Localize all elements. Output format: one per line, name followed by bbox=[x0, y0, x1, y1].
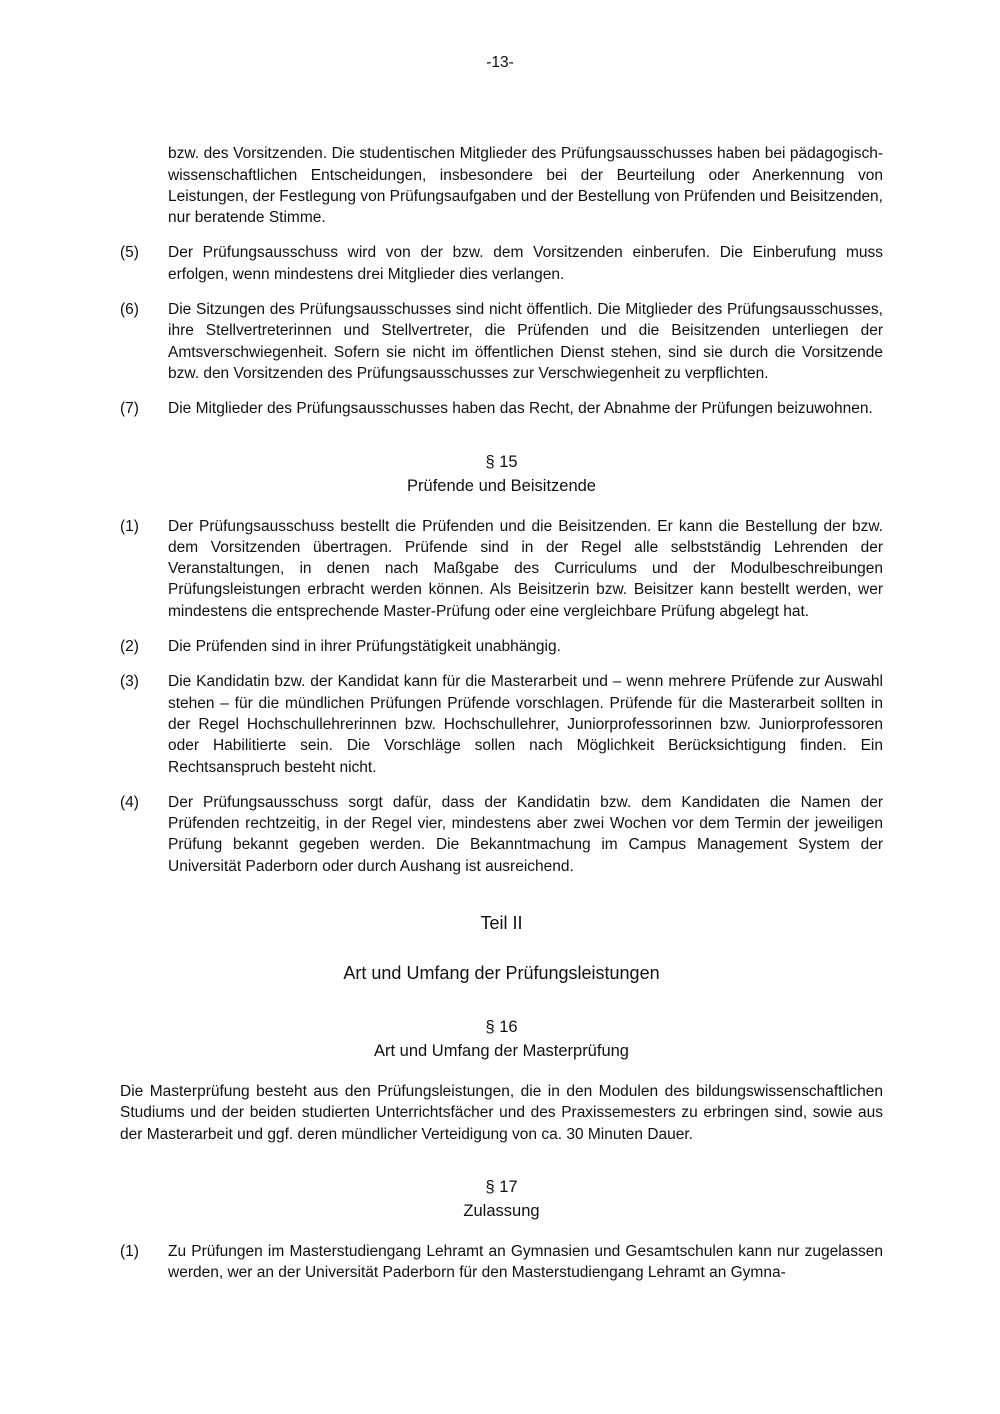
section-title: Prüfende und Beisitzende bbox=[407, 476, 596, 495]
list-item-17-1 bbox=[120, 1241, 883, 1284]
section-heading-17 bbox=[120, 1175, 883, 1223]
list-item-6 bbox=[120, 299, 883, 384]
item-number: (7) bbox=[120, 400, 139, 418]
page-number: -13- bbox=[486, 54, 514, 71]
paragraph-intro-16: Die Masterprüfung besteht aus den Prüfungsleistungen, die in den Modulen des bildungswissenschaftlichen Studiums und der beiden studierten Unterrichtsfächer und des Praxissemesters zu erbringen sind, sowie aus der Masterarbeit und ggf. deren mündlicher Verteidigung von ca. 30 Minuten Dauer. bbox=[120, 1083, 883, 1143]
section-number: § 16 bbox=[485, 1018, 518, 1037]
item-number: (3) bbox=[120, 673, 139, 691]
item-number: (5) bbox=[120, 244, 139, 262]
item-text: Zu Prüfungen im Masterstudiengang Lehramt an Gymnasien und Gesamtschulen kann nur zugelassen werden, wer an der Universität Paderborn für den Masterstudiengang Lehramt an Gymna- bbox=[168, 1242, 883, 1282]
list-item-15-1 bbox=[120, 516, 883, 622]
item-number: (1) bbox=[120, 517, 139, 535]
item-text: Die Mitglieder des Prüfungsausschusses haben das Recht, der Abnahme der Prüfungen beizuwohnen. bbox=[168, 400, 873, 418]
section-title: Zulassung bbox=[463, 1201, 540, 1220]
section-number: § 15 bbox=[485, 452, 518, 471]
item-number: (6) bbox=[120, 301, 139, 319]
section-heading-16 bbox=[120, 1015, 883, 1063]
section-number: § 17 bbox=[485, 1177, 518, 1196]
part-heading: Teil II bbox=[480, 913, 523, 934]
section-title: Art und Umfang der Masterprüfung bbox=[374, 1042, 629, 1061]
document-body bbox=[120, 143, 883, 1283]
item-text: Der Prüfungsausschuss wird von der bzw. dem Vorsitzenden einberufen. Die Einberufung muss erfolgen, wenn mindestens drei Mitglieder dies verlangen. bbox=[168, 244, 883, 283]
list-item-15-2 bbox=[120, 636, 883, 657]
item-text: Die Sitzungen des Prüfungsausschusses sind nicht öffentlich. Die Mitglieder des Prüfungsausschusses, ihre Stellvertreterinnen und Stellvertreter, die Prüfenden und die Beisitzenden unterliegen der Amtsverschwiegenheit. Sofern sie nicht im öffentlichen Dienst stehen, sind sie durch die Vorsitzende bzw. den Vorsitzenden des Prüfungsausschusses zur Verschwiegenheit zu verpflichten. bbox=[168, 301, 883, 382]
list-item-15-4 bbox=[120, 792, 883, 877]
part-subtitle: Art und Umfang der Prüfungsleistungen bbox=[343, 963, 660, 984]
list-item-5 bbox=[120, 242, 883, 285]
item-text: Die Prüfenden sind in ihrer Prüfungstätigkeit unabhängig. bbox=[168, 638, 561, 656]
item-number: (4) bbox=[120, 793, 139, 811]
list-item-15-3 bbox=[120, 671, 883, 777]
section-heading-15 bbox=[120, 450, 883, 498]
list-item-7 bbox=[120, 398, 883, 419]
item-text: Der Prüfungsausschuss bestellt die Prüfenden und die Beisitzenden. Er kann die Bestellung der bzw. dem Vorsitzenden übertragen. Prüfende sind in der Regel alle selbstständig Lehrenden der Veranstaltungen, in denen nach Maßgabe des Curriculums und der Modulbeschreibungen Prüfungsleistungen erbracht werden können. Als Beisitzerin bzw. Beisitzer kann bestellt werden, wer mindestens die entsprechende Master-Prüfung oder eine vergleichbare Prüfung abgelegt hat. bbox=[168, 517, 883, 620]
item-text: Der Prüfungsausschuss sorgt dafür, dass der Kandidatin bzw. dem Kandidaten die Namen der Prüfenden rechtzeitig, in der Regel vier, mindestens aber zwei Wochen vor dem Termin der jeweiligen Prüfung bekannt gegeben werden. Die Bekanntmachung im Campus Management System der Universität Paderborn oder durch Aushang ist ausreichend. bbox=[168, 793, 883, 875]
item-number: (2) bbox=[120, 638, 139, 656]
paragraph-continuation: bzw. des Vorsitzenden. Die studentischen Mitglieder des Prüfungsausschusses haben bei pädagogisch-wissenschaftlichen Entscheidungen, insbesondere bei der Beurteilung oder Anerkennung von Leistungen, der Festlegung von Prüfungsaufgaben und der Bestellung von Prüfenden und Beisitzenden, nur beratende Stimme. bbox=[168, 145, 883, 227]
item-number: (1) bbox=[120, 1242, 139, 1260]
item-text: Die Kandidatin bzw. der Kandidat kann für die Masterarbeit und – wenn mehrere Prüfende zur Auswahl stehen – für die mündlichen Prüfungen Prüfende vorschlagen. Prüfende für die Masterarbeit sollten in der Regel Hochschullehrerinnen bzw. Hochschullehrer, Juniorprofessorinnen bzw. Juniorprofessoren oder Habilitierte sein. Die Vorschläge sollen nach Möglichkeit Berücksichtigung finden. Ein Rechtsanspruch besteht nicht. bbox=[168, 673, 883, 776]
